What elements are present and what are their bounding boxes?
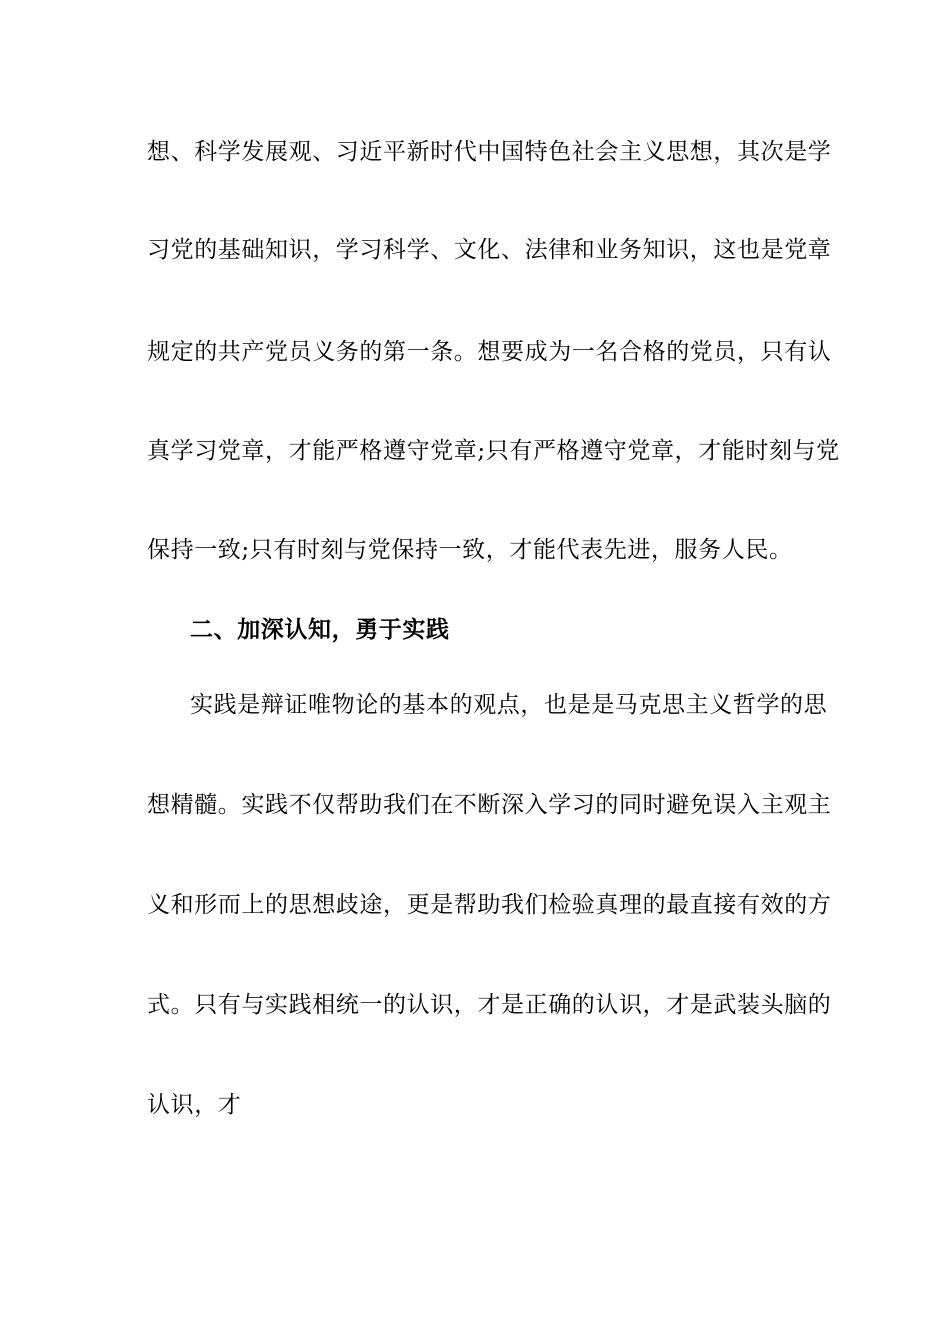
paragraph-line: 真学习党章，才能严格遵守党章;只有严格遵守党章，才能时刻与党: [147, 438, 840, 464]
paragraph-line: 保持一致;只有时刻与党保持一致，才能代表先进，服务人民。: [147, 537, 793, 563]
paragraph-line: 规定的共产党员义务的第一条。想要成为一名合格的党员，只有认: [147, 339, 832, 365]
paragraph-line: 认识，才: [147, 1092, 242, 1118]
paragraph-line: 式。只有与实践相统一的认识，才是正确的认识，才是武装头脑的: [147, 992, 832, 1018]
paragraph-line: 想、科学发展观、习近平新时代中国特色社会主义思想，其次是学: [147, 139, 832, 165]
paragraph-line: 习党的基础知识，学习科学、文化、法律和业务知识，这也是党章: [147, 237, 832, 263]
paragraph-line: 义和形而上的思想歧途，更是帮助我们检验真理的最直接有效的方: [147, 892, 832, 918]
paragraph-line: 想精髓。实践不仅帮助我们在不断深入学习的同时避免误入主观主: [147, 792, 832, 818]
paragraph-line: 实践是辩证唯物论的基本的观点，也是是马克思主义哲学的思: [190, 692, 828, 718]
section-heading: 二、加深认知，勇于实践: [190, 616, 450, 643]
